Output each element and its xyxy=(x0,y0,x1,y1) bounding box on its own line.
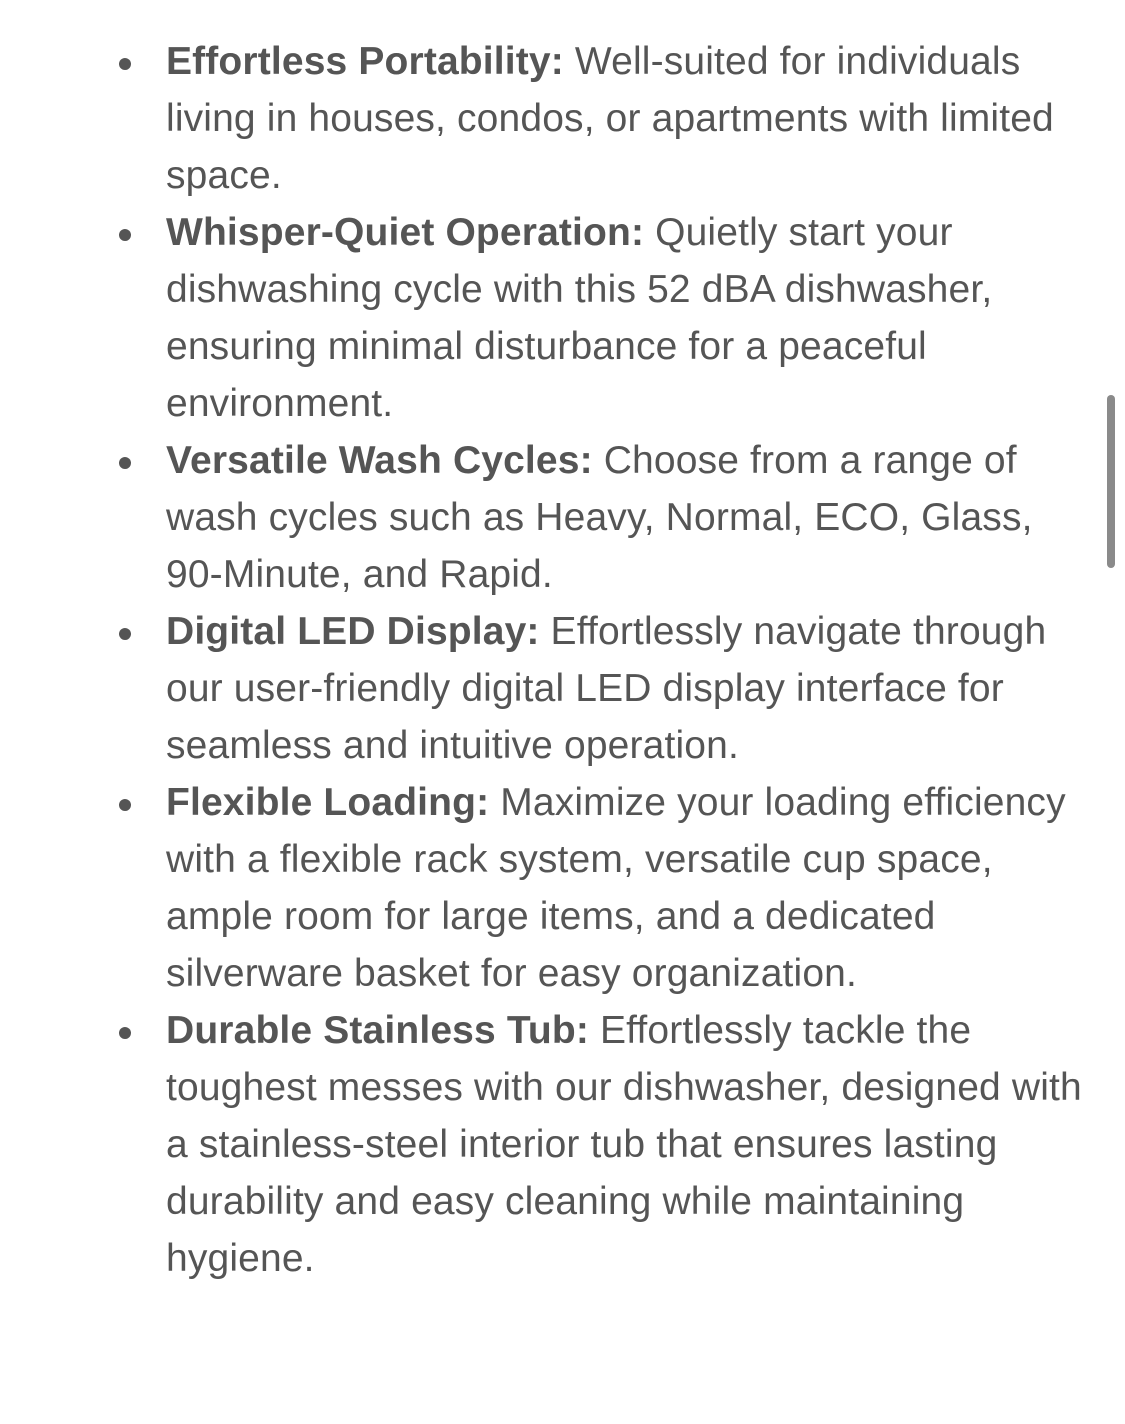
bullet-icon xyxy=(119,799,131,811)
feature-title: Flexible Loading: xyxy=(166,781,501,824)
feature-item-effortless-portability xyxy=(0,33,1100,204)
feature-description: Well-suited for individuals living in houses, condos, or apartments with limited space. xyxy=(166,40,1054,197)
bullet-icon xyxy=(119,229,131,241)
bullet-icon xyxy=(119,628,131,640)
feature-title: Durable Stainless Tub: xyxy=(166,1009,600,1052)
feature-item-durable-stainless-tub xyxy=(0,1002,1100,1287)
feature-list xyxy=(0,33,1100,1287)
feature-description: Quietly start your dishwashing cycle with this 52 dBA dishwasher, ensuring minimal disturbance for a peaceful environment. xyxy=(166,211,993,425)
vertical-scrollbar[interactable] xyxy=(1107,395,1115,568)
feature-title: Effortless Portability: xyxy=(166,40,575,83)
feature-title: Versatile Wash Cycles: xyxy=(166,439,604,482)
feature-item-whisper-quiet-operation xyxy=(0,204,1100,432)
bullet-icon xyxy=(119,457,131,469)
bullet-icon xyxy=(119,58,131,70)
feature-title: Digital LED Display: xyxy=(166,610,551,653)
feature-title: Whisper-Quiet Operation: xyxy=(166,211,656,254)
feature-description: Effortlessly tackle the toughest messes with our dishwasher, designed with a stainless-steel interior tub that ensures lasting durability and easy cleaning while maintaining hygiene. xyxy=(166,1009,1082,1280)
feature-description: Maximize your loading efficiency with a flexible rack system, versatile cup space, ample room for large items, and a dedicated silverware basket for easy organization. xyxy=(166,781,1066,995)
feature-description: Choose from a range of wash cycles such as Heavy, Normal, ECO, Glass, 90-Minute, and Rapid. xyxy=(166,439,1033,596)
feature-description: Effortlessly navigate through our user-friendly digital LED display interface for seamless and intuitive operation. xyxy=(166,610,1047,767)
feature-item-versatile-wash-cycles xyxy=(0,432,1100,603)
feature-item-digital-led-display xyxy=(0,603,1100,774)
feature-item-flexible-loading xyxy=(0,774,1100,1002)
bullet-icon xyxy=(119,1027,131,1039)
